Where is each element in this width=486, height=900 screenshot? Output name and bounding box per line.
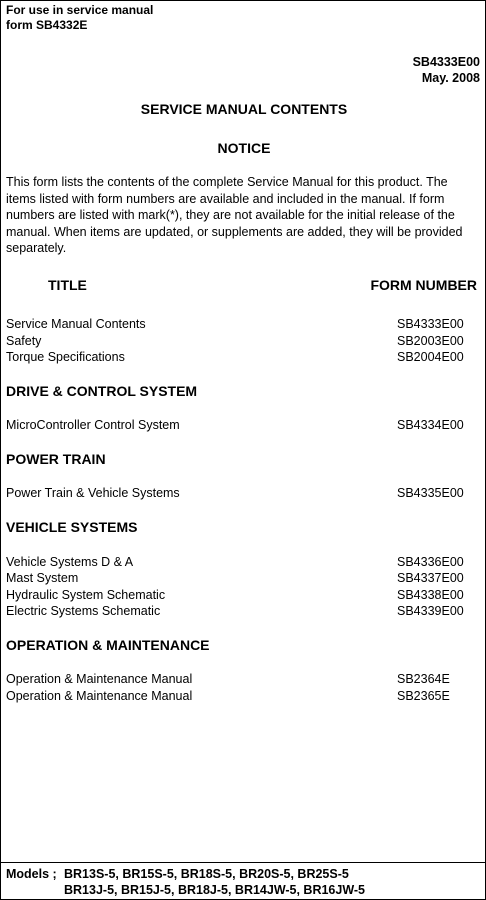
item-title: MicroController Control System (6, 418, 180, 432)
notice-heading: NOTICE (217, 140, 271, 156)
column-header-form-number: FORM NUMBER (370, 277, 477, 293)
form-id-block (413, 54, 480, 86)
item-title: Torque Specifications (6, 350, 125, 364)
list-item (1, 555, 486, 572)
section-heading-vehicle-systems: VEHICLE SYSTEMS (6, 519, 138, 535)
item-form-number: SB4339E00 (397, 604, 464, 618)
item-form-number: SB4338E00 (397, 588, 464, 602)
note-line-1: For use in service manual (6, 3, 154, 17)
section-heading-power-train: POWER TRAIN (6, 451, 106, 467)
section-heading-operation-maintenance: OPERATION & MAINTENANCE (6, 637, 210, 653)
list-item (1, 350, 486, 367)
item-form-number: SB4335E00 (397, 486, 464, 500)
item-title: Safety (6, 334, 42, 348)
list-item (1, 604, 486, 621)
list-item (1, 418, 486, 435)
item-form-number: SB4337E00 (397, 571, 464, 585)
column-header-title: TITLE (48, 277, 87, 293)
item-title: Operation & Maintenance Manual (6, 689, 193, 703)
item-title: Power Train & Vehicle Systems (6, 486, 180, 500)
item-form-number: SB2004E00 (397, 350, 464, 364)
models-line-2: BR13J-5, BR15J-5, BR18J-5, BR14JW-5, BR16JW-5 (64, 883, 366, 897)
list-item (1, 588, 486, 605)
item-title: Electric Systems Schematic (6, 604, 161, 618)
list-item (1, 334, 486, 351)
item-form-number: SB4333E00 (397, 317, 464, 331)
form-number: SB4333E00 (412, 55, 480, 69)
service-manual-note (6, 3, 153, 33)
footer-divider (1, 862, 486, 863)
item-title: Operation & Maintenance Manual (6, 672, 193, 686)
page-title: SERVICE MANUAL CONTENTS (140, 101, 348, 117)
list-item (1, 672, 486, 689)
models-label: Models ; (6, 867, 57, 881)
list-item (1, 689, 486, 706)
item-form-number: SB4334E00 (397, 418, 464, 432)
list-item (1, 571, 486, 588)
item-title: Mast System (6, 571, 79, 585)
item-form-number: SB2003E00 (397, 334, 464, 348)
item-form-number: SB2365E (397, 689, 450, 703)
list-item (1, 317, 486, 334)
item-form-number: SB2364E (397, 672, 450, 686)
models-line-1: BR13S-5, BR15S-5, BR18S-5, BR20S-5, BR25S-5 (64, 867, 349, 881)
issue-date: May. 2008 (421, 71, 480, 85)
note-line-2: form SB4332E (6, 18, 88, 32)
item-form-number: SB4336E00 (397, 555, 464, 569)
section-heading-drive-control: DRIVE & CONTROL SYSTEM (6, 383, 198, 399)
item-title: Hydraulic System Schematic (6, 588, 166, 602)
list-item (1, 486, 486, 503)
item-title: Vehicle Systems D & A (6, 555, 134, 569)
item-title: Service Manual Contents (6, 317, 146, 331)
notice-text: This form lists the contents of the complete Service Manual for this product. The items listed with form numbers are available and included in the manual. If form numbers are listed with mark(*), they are not available for the initial release of the manual. When items are updated, or supplements are added, they will be provided separately. (6, 175, 463, 255)
